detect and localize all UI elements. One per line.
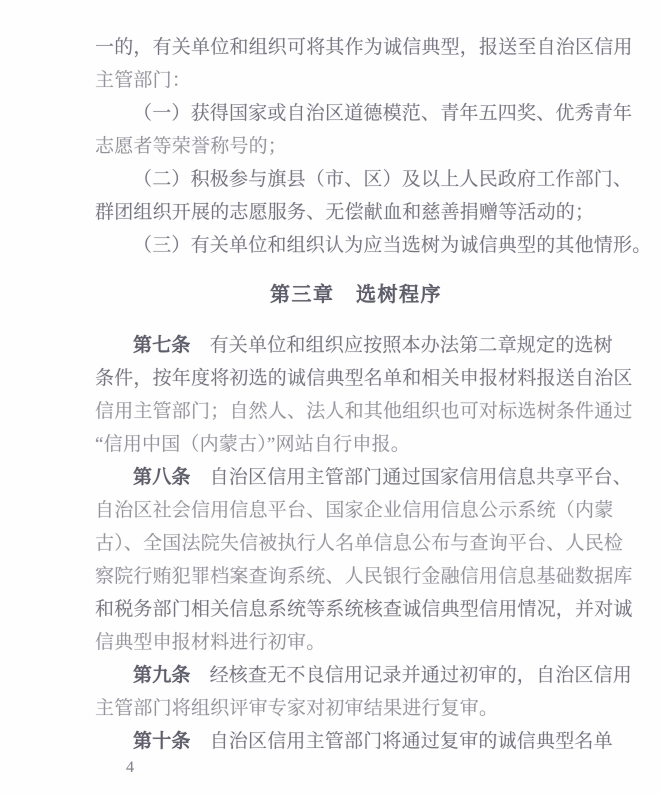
line-text: 自治区信用主管部门将通过复审的诚信典型名单: [209, 731, 613, 752]
text-line: “信用中国（内蒙古）”网站自行申报。: [95, 434, 410, 455]
line-text: 经核查无不良信用记录并通过初审的，自治区信用: [209, 665, 633, 686]
text-line: 主管部门将组织评审专家对初审结果进行复审。: [95, 698, 499, 719]
text-line: 群团组织开展的志愿服务、无偿献血和慈善捐赠等活动的；: [95, 202, 595, 223]
text-line: [95, 725, 617, 758]
text-line: 察院行贿犯罪档案查询系统、人民银行金融信用信息基础数据库: [95, 566, 633, 587]
article-number: 第七条: [133, 335, 191, 356]
article-number: 第九条: [133, 665, 191, 686]
line-text: 自治区信用主管部门通过国家信用信息共享平台、: [209, 467, 633, 488]
text-line: [95, 461, 633, 494]
text-line: 主管部门：: [95, 70, 192, 91]
text-line: （一）获得国家或自治区道德模范、青年五四奖、优秀青年: [133, 103, 633, 124]
text-line: 古）、全国法院失信被执行人名单信息公布与查询平台、人民检: [95, 533, 624, 554]
text-line: 和税务部门相关信息系统等系统核查诚信典型信用情况，并对诚: [95, 599, 633, 620]
text-line: 自治区社会信用信息平台、国家企业信用信息公示系统（内蒙: [95, 500, 614, 521]
text-line: [95, 329, 617, 362]
article-number: 第八条: [133, 467, 191, 488]
text-line: [95, 659, 633, 692]
chapter-heading: 第三章 选树程序: [270, 284, 442, 306]
text-line: 信典型申报材料进行初审。: [95, 632, 326, 653]
text-line: （三）有关单位和组织认为应当选树为诚信典型的其他情形。: [133, 235, 652, 256]
text-line: 条件，按年度将初选的诚信典型名单和相关申报材料报送自治区: [95, 368, 633, 389]
text-block: [95, 31, 652, 758]
text-line: 一的，有关单位和组织可将其作为诚信典型，报送至自治区信用: [95, 37, 633, 58]
line-text: 有关单位和组织应按照本办法第二章规定的选树: [209, 335, 613, 356]
text-line: （二）积极参与旗县（市、区）及以上人民政府工作部门、: [133, 169, 633, 190]
text-line: 信用主管部门；自然人、法人和其他组织也可对标选树条件通过: [95, 401, 633, 422]
page-number: 4: [126, 759, 134, 776]
article-number: 第十条: [133, 731, 191, 752]
text-line: 志愿者等荣誉称号的；: [95, 136, 288, 157]
